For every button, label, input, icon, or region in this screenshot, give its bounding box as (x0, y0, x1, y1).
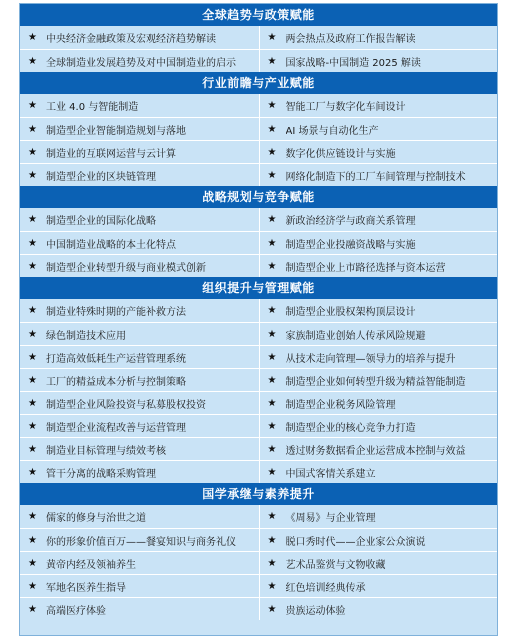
course-item (20, 438, 259, 460)
section-header: 国学承继与素养提升 (20, 483, 497, 505)
course-label: 制造型企业的核心竞争力打造 (285, 422, 416, 434)
table-row (20, 551, 497, 574)
course-item (20, 208, 259, 231)
course-label: 制造业特殊时期的产能补救方法 (46, 307, 186, 318)
star-icon: ★ (28, 397, 37, 409)
course-item (259, 118, 498, 140)
star-icon: ★ (267, 420, 277, 432)
course-item (20, 164, 259, 186)
course-item (259, 438, 498, 460)
course-label: 工厂的精益成本分析与控制策略 (46, 376, 186, 388)
course-label: 网络化制造下的工厂车间管理与控制技术 (285, 171, 466, 183)
star-icon: ★ (267, 351, 277, 363)
course-item (20, 141, 259, 163)
star-icon: ★ (28, 511, 37, 522)
star-icon: ★ (267, 603, 277, 615)
course-item (20, 529, 259, 551)
course-label: 从技术走向管理—领导力的培养与提升 (285, 353, 456, 365)
course-label: 打造高效低耗生产运营管理系统 (46, 353, 186, 365)
section-header: 组织提升与管理赋能 (20, 277, 497, 299)
course-item (20, 461, 259, 483)
star-icon: ★ (28, 146, 37, 158)
course-item (20, 50, 259, 72)
course-item (259, 415, 498, 437)
course-item (20, 415, 259, 437)
section-header: 战略规划与竞争赋能 (20, 186, 497, 208)
star-icon: ★ (28, 305, 37, 316)
course-label: 脱口秀时代——企业家公众演说 (285, 536, 426, 548)
course-item (20, 392, 259, 414)
star-icon: ★ (267, 123, 277, 135)
course-item (20, 369, 259, 391)
table-row (20, 437, 497, 460)
course-label: 贵族运动体验 (285, 605, 346, 617)
course-label: 中央经济金融政策及宏观经济趋势解读 (46, 34, 216, 45)
table-row (20, 208, 497, 231)
star-icon: ★ (28, 55, 37, 67)
course-label: 艺术品鉴赏与文物收藏 (285, 559, 386, 571)
course-item (20, 255, 259, 277)
table-row (20, 368, 497, 391)
star-icon: ★ (267, 328, 277, 340)
course-label: 国家战略-中国制造 2025 解读 (285, 57, 421, 69)
course-label: 军地名医养生指导 (46, 582, 126, 594)
course-label: 制造型企业上市路径选择与资本运营 (285, 262, 446, 274)
course-label: 透过财务数据看企业运营成本控制与效益 (285, 445, 466, 457)
course-label: 制造业的互联网运营与云计算 (46, 148, 176, 160)
course-label: 制造型企业智能制造规划与落地 (46, 125, 186, 137)
star-icon: ★ (28, 214, 37, 225)
course-item (20, 575, 259, 597)
table-row (20, 49, 497, 72)
course-item (20, 552, 259, 574)
course-label: 制造型企业的区块链管理 (46, 171, 156, 183)
course-item (259, 369, 498, 391)
course-item (259, 461, 498, 483)
star-icon: ★ (28, 169, 37, 181)
course-label: 制造型企业转型升级与商业模式创新 (46, 262, 206, 274)
section-header: 行业前瞻与产业赋能 (20, 72, 497, 94)
course-label: 智能工厂与数字化车间设计 (285, 102, 406, 113)
table-row (20, 163, 497, 186)
star-icon: ★ (28, 123, 37, 135)
table-row (20, 299, 497, 322)
star-icon: ★ (28, 351, 37, 363)
course-label: 制造型企业风险投资与私募股权投资 (46, 399, 206, 411)
course-item (259, 232, 498, 254)
course-item (20, 26, 259, 49)
course-label: 家族制造业创始人传承风险规避 (285, 330, 426, 342)
star-icon: ★ (267, 237, 277, 249)
course-table (19, 3, 498, 636)
table-row (20, 505, 497, 528)
table-row (20, 117, 497, 140)
table-row (20, 26, 497, 49)
course-label: 新政治经济学与政商关系管理 (285, 216, 416, 227)
course-item (20, 94, 259, 117)
course-item (20, 299, 259, 322)
course-label: 中国式客情关系建立 (285, 468, 376, 480)
course-item (259, 529, 498, 551)
course-item (259, 346, 498, 368)
table-row (20, 140, 497, 163)
course-item (259, 575, 498, 597)
course-item (259, 50, 498, 72)
course-item (259, 299, 498, 322)
star-icon: ★ (267, 260, 277, 272)
star-icon: ★ (28, 237, 37, 249)
course-label: AI 场景与自动化生产 (285, 125, 379, 137)
star-icon: ★ (267, 305, 277, 316)
star-icon: ★ (267, 146, 277, 158)
course-label: 制造型企业股权架构顶层设计 (285, 307, 416, 318)
course-item (20, 505, 259, 528)
course-label: 管干分离的战略采购管理 (46, 468, 156, 480)
star-icon: ★ (267, 55, 277, 67)
star-icon: ★ (28, 374, 37, 386)
course-label: 《周易》与企业管理 (285, 513, 376, 524)
star-icon: ★ (267, 397, 277, 409)
star-icon: ★ (267, 169, 277, 181)
star-icon: ★ (28, 466, 37, 478)
star-icon: ★ (28, 420, 37, 432)
table-row (20, 322, 497, 345)
course-item (20, 118, 259, 140)
course-item (259, 208, 498, 231)
course-item (20, 232, 259, 254)
star-icon: ★ (28, 32, 37, 43)
star-icon: ★ (267, 557, 277, 569)
star-icon: ★ (267, 374, 277, 386)
star-icon: ★ (28, 557, 37, 569)
table-row (20, 597, 497, 620)
course-item (20, 323, 259, 345)
course-label: 制造型企业流程改善与运营管理 (46, 422, 186, 434)
course-label: 制造型企业的国际化战略 (46, 216, 156, 227)
table-row (20, 231, 497, 254)
star-icon: ★ (267, 511, 277, 522)
course-label: 黄帝内经及领袖养生 (46, 559, 136, 571)
course-label: 绿色制造技术应用 (46, 330, 126, 342)
star-icon: ★ (267, 214, 277, 225)
star-icon: ★ (28, 328, 37, 340)
star-icon: ★ (28, 580, 37, 592)
course-label: 工业 4.0 与智能制造 (46, 102, 139, 113)
star-icon: ★ (267, 32, 277, 43)
table-row (20, 460, 497, 483)
star-icon: ★ (267, 100, 277, 111)
star-icon: ★ (267, 580, 277, 592)
course-item (259, 255, 498, 277)
table-row (20, 574, 497, 597)
course-label: 红色培训经典传承 (285, 582, 366, 594)
course-item (259, 392, 498, 414)
course-label: 儒家的修身与治世之道 (46, 513, 146, 524)
course-label: 中国制造业战略的本土化特点 (46, 239, 176, 251)
star-icon: ★ (28, 260, 37, 272)
course-item (259, 323, 498, 345)
course-item (259, 141, 498, 163)
star-icon: ★ (267, 443, 277, 455)
course-label: 两会热点及政府工作报告解读 (285, 34, 416, 45)
star-icon: ★ (28, 443, 37, 455)
course-label: 制造业目标管理与绩效考核 (46, 445, 166, 457)
star-icon: ★ (267, 534, 277, 546)
table-row (20, 345, 497, 368)
star-icon: ★ (28, 534, 37, 546)
course-label: 高端医疗体验 (46, 605, 106, 617)
course-label: 全球制造业发展趋势及对中国制造业的启示 (46, 57, 236, 69)
table-row (20, 528, 497, 551)
course-item (259, 552, 498, 574)
table-row (20, 414, 497, 437)
course-label: 制造型企业如何转型升级为精益智能制造 (285, 376, 466, 388)
course-item (20, 598, 259, 620)
star-icon: ★ (267, 466, 277, 478)
course-label: 数字化供应链设计与实施 (285, 148, 396, 160)
course-item (20, 346, 259, 368)
section-header: 全球趋势与政策赋能 (20, 4, 497, 26)
table-row (20, 254, 497, 277)
course-item (259, 164, 498, 186)
star-icon: ★ (28, 603, 37, 615)
course-label: 制造型企业税务风险管理 (285, 399, 396, 411)
course-item (259, 94, 498, 117)
course-label: 你的形象价值百万——餐宴知识与商务礼仪 (46, 536, 236, 548)
table-row (20, 391, 497, 414)
star-icon: ★ (28, 100, 37, 111)
course-item (259, 598, 498, 620)
course-item (259, 26, 498, 49)
course-label: 制造型企业投融资战略与实施 (285, 239, 416, 251)
table-row (20, 94, 497, 117)
course-item (259, 505, 498, 528)
